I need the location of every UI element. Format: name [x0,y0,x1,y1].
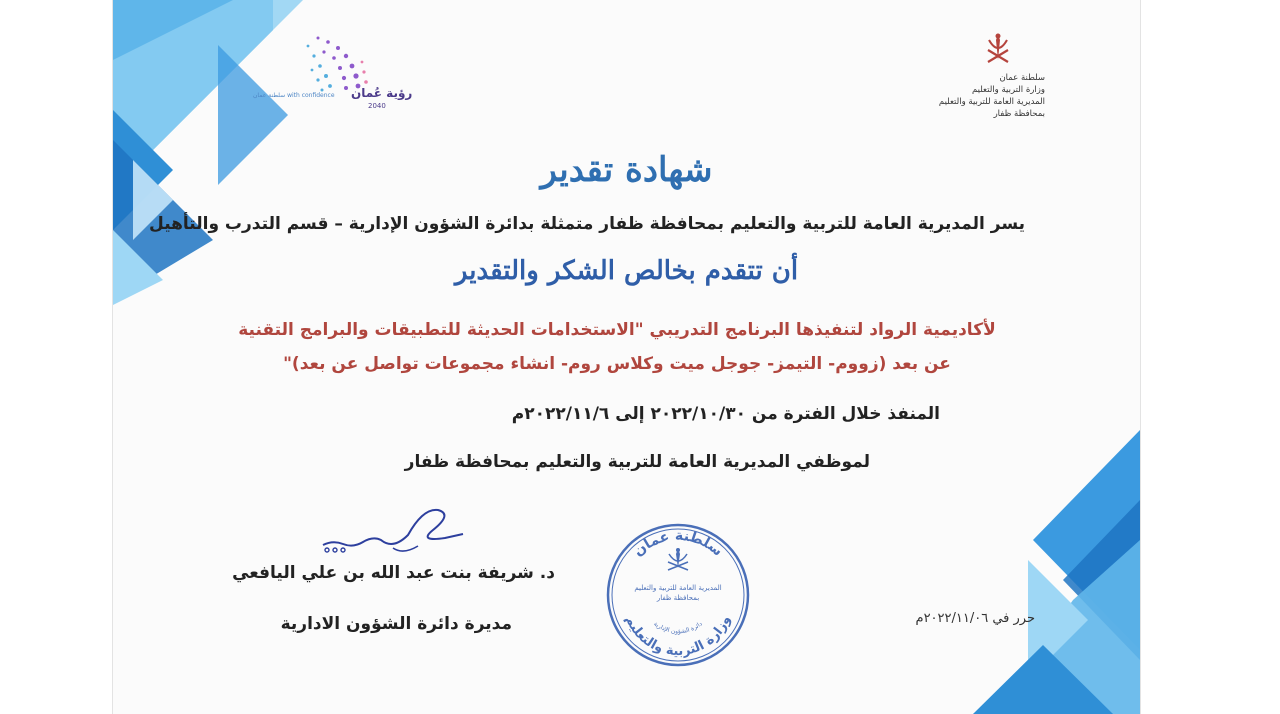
certificate-sheet [113,0,1140,714]
handwritten-signature [313,500,473,562]
ministry-line: المديرية العامة للتربية والتعليم [938,97,1045,107]
certificate-title: شهادة تقدير [540,150,713,190]
period-text: المنفذ خلال الفترة من ٢٠٢٢/١٠/٣٠ إلى ٢٠٢٢/١١/٦م [511,404,940,424]
ministry-line: وزارة التربية والتعليم [972,85,1045,95]
svg-text:دائرة الشؤون الإدارية [652,620,704,635]
vision-logo-text: رؤية عُمان [351,86,413,100]
signer-name: د. شريفة بنت عبد الله بن علي اليافعي [232,563,555,583]
stamp-middle-text-2: بمحافظة ظفار [656,594,700,602]
oman-emblem-icon [983,30,1013,70]
vision-small-text: سلطنة عمان with confidence [253,92,335,99]
employees-text: لموظفي المديرية العامة للتربية والتعليم بمحافظة ظفار [404,452,870,472]
official-stamp [603,520,753,670]
oman-vision-2040-logo [248,28,458,118]
ministry-header [915,72,1045,120]
stamp-middle-text: المديرية العامة للتربية والتعليم [634,584,722,592]
ministry-line: سلطنة عمان [999,73,1045,83]
intro-text: يسر المديرية العامة للتربية والتعليم بمحافظة ظفار متمثلة بدائرة الشؤون الإدارية – قسم التدرب والتأهيل [149,214,1025,234]
reason-text: لأكاديمية الرواد لتنفيذها البرنامج التدريبي "الاستخدامات الحديثة للتطبيقات والبرامج التقنية عن بعد (زووم- التيمز- جوجل ميت وكلاس روم- انشاء مجموعات تواصل عن بعد)" [238,320,996,374]
signer-position: مديرة دائرة الشؤون الادارية [280,614,512,634]
thanks-text: أن تتقدم بخالص الشكر والتقدير [454,256,799,286]
ministry-line: بمحافظة ظفار [993,109,1045,119]
issued-date: حرر في ٢٠٢٢/١١/٠٦م [915,611,1035,626]
stamp-bottom-text: وزارة التربية والتعليم [622,613,734,660]
vision-logo-year: 2040 [368,102,386,110]
stamp-top-text: سلطنة عمان [630,527,726,560]
stamp-inner-text: دائرة الشؤون الإدارية [652,620,704,636]
